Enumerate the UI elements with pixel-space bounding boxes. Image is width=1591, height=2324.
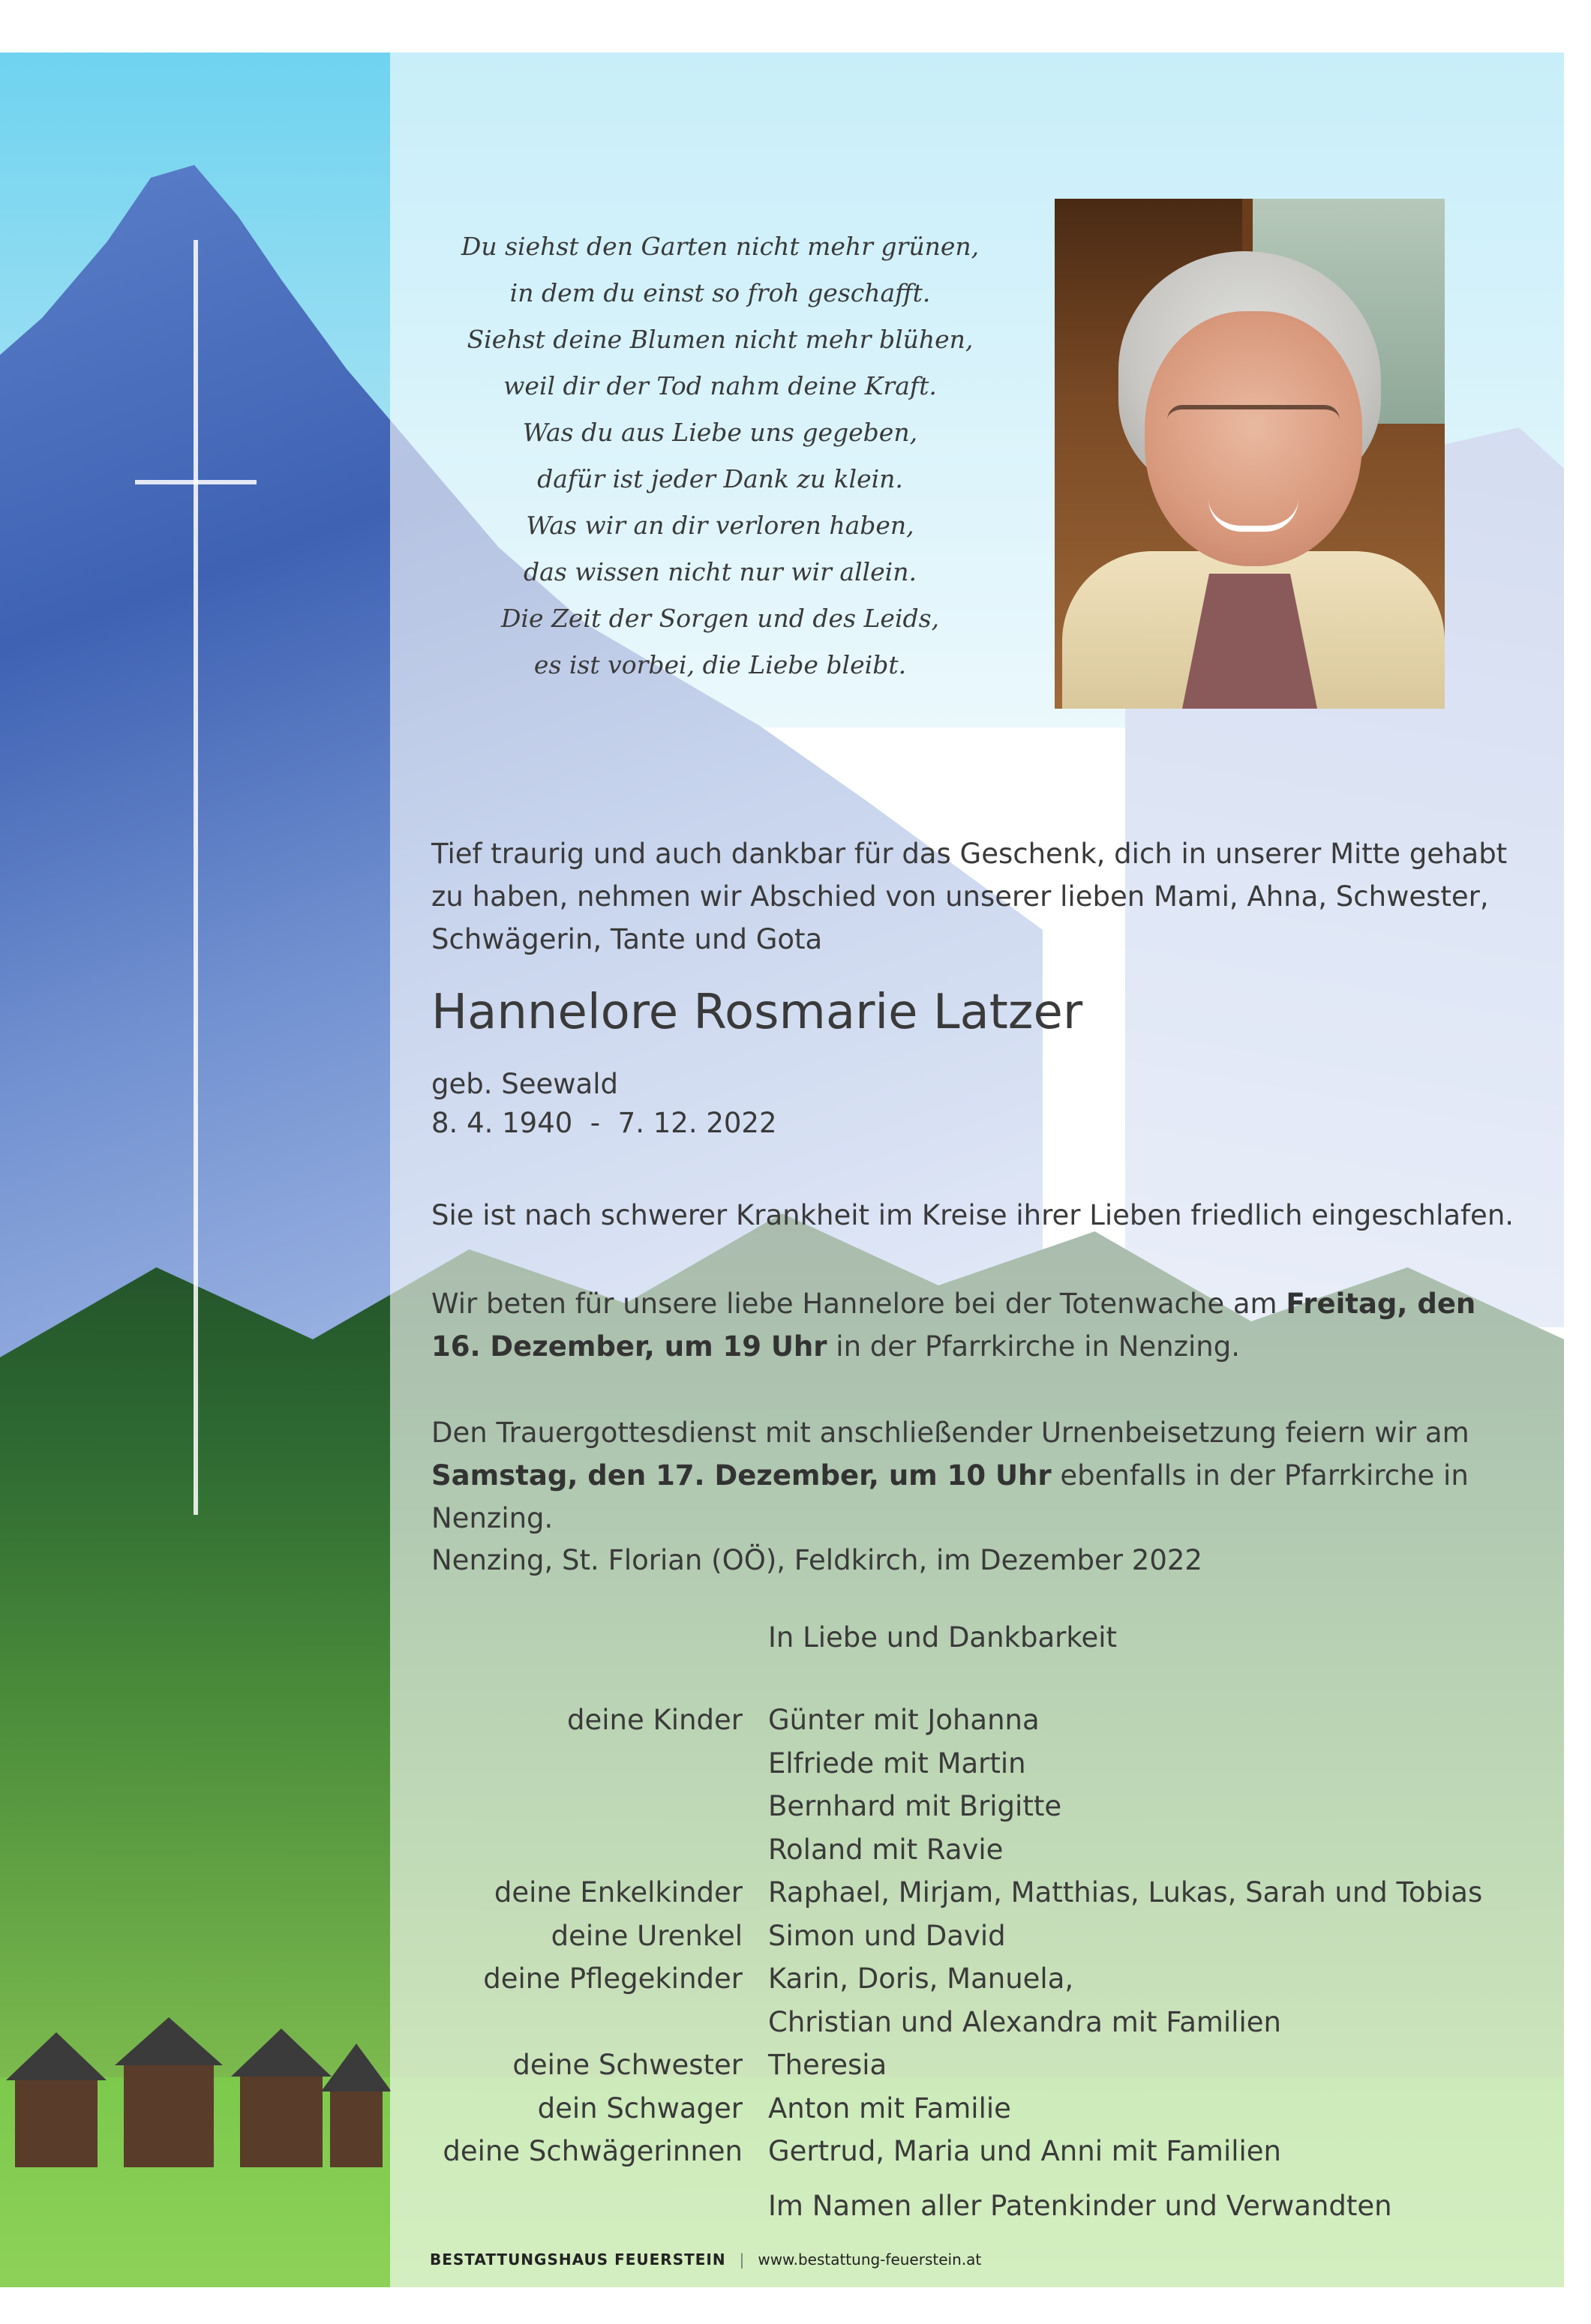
family-row	[420, 2087, 1545, 2131]
family-row	[420, 1871, 1545, 1915]
poem-line: Du siehst den Garten nicht mehr grünen,	[461, 232, 980, 261]
poem-line: weil dir der Tod nahm deine Kraft.	[503, 371, 937, 400]
family-row	[420, 1957, 1545, 2001]
memorial-poem	[450, 223, 990, 688]
glasses	[1167, 405, 1340, 462]
family-row	[420, 1699, 1545, 1742]
family-role: deine Urenkel	[551, 1919, 743, 1952]
family-row	[420, 1828, 1545, 1872]
mass-text-before: Den Trauergottesdienst mit anschließender Urnenbeisetzung feiern wir am	[431, 1417, 1469, 1449]
mass-text-after: ebenfalls in der Pfarrkirche in Nenzing.	[431, 1459, 1469, 1534]
love-line: In Liebe und Dankbarkeit	[768, 1621, 1118, 1654]
chalet	[330, 2089, 383, 2167]
family-names: Theresia	[768, 2049, 887, 2081]
family-role	[420, 1742, 768, 1786]
family-names: Anton mit Familie	[768, 2092, 1011, 2125]
poem-line: es ist vorbei, die Liebe bleibt.	[533, 650, 907, 679]
poem-line: dafür ist jeder Dank zu klein.	[537, 464, 903, 493]
funeral-home-name: BESTATTUNGSHAUS FEUERSTEIN	[430, 2251, 726, 2269]
portrait-photo	[1055, 199, 1445, 709]
chalets	[0, 2017, 390, 2167]
vigil-text-before: Wir beten für unsere liebe Hannelore bei der Totenwache am	[431, 1288, 1286, 1320]
mass-time: Samstag, den 17. Dezember, um 10 Uhr	[431, 1459, 1052, 1492]
family-role: deine Schwägerinnen	[443, 2135, 743, 2167]
family-role: deine Enkelkinder	[494, 1876, 743, 1909]
intro-text: Tief traurig und auch dankbar für das Geschenk, dich in unserer Mitte gehabt zu haben, nehmen wir Abschied von unserer lieben Mami, Ahna, Schwester, Schwägerin, Tante und Gota	[431, 838, 1508, 955]
family-row	[420, 1915, 1545, 1958]
poem-line: Was wir an dir verloren haben,	[526, 511, 914, 540]
cross-icon-bar	[135, 480, 257, 484]
closing-line: Im Namen aller Patenkinder und Verwandten	[768, 2190, 1392, 2222]
family-names: Raphael, Mirjam, Matthias, Lukas, Sarah und Tobias	[768, 1876, 1483, 1909]
chalet	[240, 2074, 323, 2167]
family-row	[420, 1742, 1545, 1786]
family-role	[420, 1828, 768, 1872]
family-names: Günter mit Johanna	[768, 1704, 1040, 1736]
cross-icon	[194, 240, 198, 1515]
family-names: Karin, Doris, Manuela,	[768, 1963, 1074, 1995]
vigil-time: Freitag, den 16. Dezember, um 19 Uhr	[431, 1288, 1476, 1363]
born-name: geb. Seewald	[431, 1068, 618, 1100]
poem-line: Was du aus Liebe uns gegeben,	[522, 418, 918, 447]
family-list	[420, 1699, 1545, 2173]
life-dates: 8. 4. 1940 - 7. 12. 2022	[431, 1107, 777, 1139]
place-date: Nenzing, St. Florian (OÖ), Feldkirch, im Dezember 2022	[431, 1544, 1202, 1576]
funeral-home-url: www.bestattung-feuerstein.at	[758, 2251, 982, 2269]
family-names: Elfriede mit Martin	[768, 1747, 1026, 1780]
family-names: Christian und Alexandra mit Familien	[768, 2005, 1281, 2038]
poem-line: Siehst deine Blumen nicht mehr blühen,	[467, 325, 974, 354]
family-role: dein Schwager	[537, 2092, 743, 2125]
family-names: Roland mit Ravie	[768, 1833, 1004, 1866]
poem-line: das wissen nicht nur wir allein.	[524, 557, 917, 586]
poem-line: Die Zeit der Sorgen und des Leids,	[500, 604, 940, 633]
family-names: Bernhard mit Brigitte	[768, 1790, 1062, 1822]
mass-text	[431, 1411, 1526, 1540]
family-role: deine Schwester	[512, 2049, 743, 2081]
obituary-page	[0, 52, 1564, 2287]
footer	[430, 2250, 981, 2269]
vigil-text-after: in der Pfarrkirche in Nenzing.	[827, 1330, 1240, 1363]
family-role: deine Pflegekinder	[483, 1963, 743, 1995]
family-role: deine Kinder	[567, 1704, 743, 1736]
family-role	[420, 2001, 768, 2044]
family-row	[420, 2001, 1545, 2044]
family-names: Gertrud, Maria und Anni mit Familien	[768, 2135, 1281, 2167]
passing-text: Sie ist nach schwerer Krankheit im Kreise ihrer Lieben friedlich eingeschlafen.	[431, 1199, 1514, 1231]
chalet	[15, 2077, 98, 2167]
vigil-text	[431, 1282, 1511, 1368]
chalet	[124, 2062, 214, 2167]
poem-line: in dem du einst so froh geschafft.	[509, 278, 931, 307]
deceased-name: Hannelore Rosmarie Latzer	[431, 985, 1083, 1040]
family-row	[420, 1785, 1545, 1828]
family-names: Simon und David	[768, 1919, 1006, 1952]
family-role	[420, 1785, 768, 1828]
family-row	[420, 2044, 1545, 2087]
footer-separator: |	[739, 2251, 745, 2269]
family-row	[420, 2130, 1545, 2173]
